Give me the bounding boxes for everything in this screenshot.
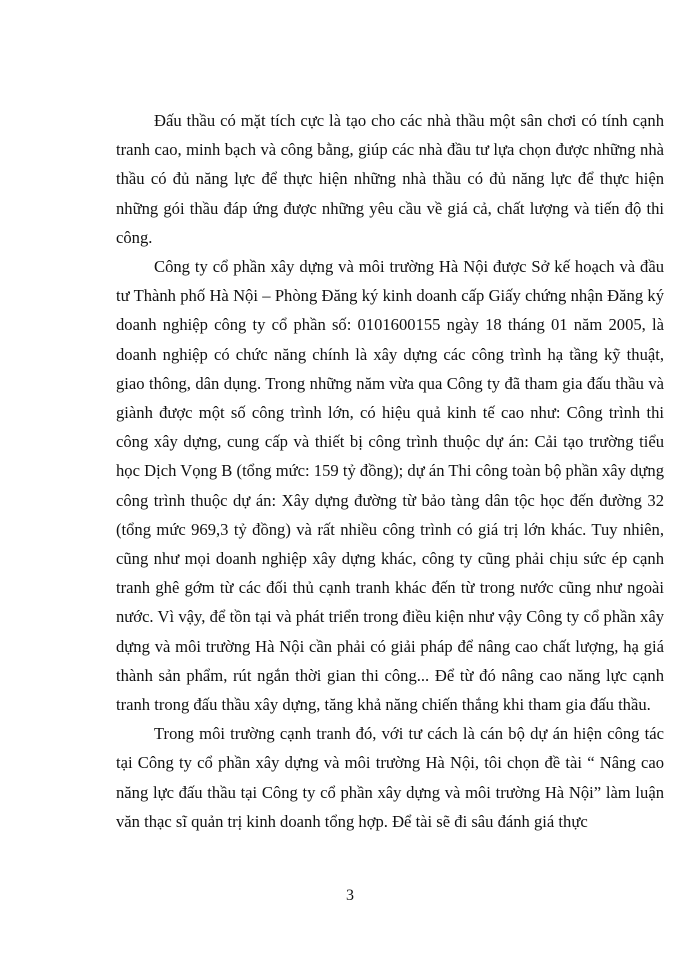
paragraph-company-overview: Công ty cổ phần xây dựng và môi trường Hà Nội được Sở kế hoạch và đầu tư Thành phố Hà Nội – Phòng Đăng ký kinh doanh cấp Giấy chứng nhận Đăng ký doanh nghiệp công ty cổ phần số: 0101600155 ngày 18 tháng 01 năm 2005, là doanh nghiệp có chức năng chính là xây dựng các công trình hạ tầng kỹ thuật, giao thông, dân dụng. Trong những năm vừa qua Công ty đã tham gia đấu thầu và giành được một số công trình lớn, có hiệu quả kinh tế cao như: Công trình thi công xây dựng, cung cấp và thiết bị công trình thuộc dự án: Cải tạo trường tiểu học Dịch Vọng B (tổng mức: 159 tỷ đồng); dự án Thi công toàn bộ phần xây dựng công trình thuộc dự án: Xây dựng đường từ bảo tàng dân tộc học đến đường 32 (tổng mức 969,3 tỷ đồng) và rất nhiều công trình có giá trị lớn khác. Tuy nhiên, cũng như mọi doanh nghiệp xây dựng khác, công ty cũng phải chịu sức ép cạnh tranh ghê gớm từ các đối thủ cạnh tranh khác đến từ trong nước cũng như ngoài nước. Vì vậy, để tồn tại và phát triển trong điều kiện như vậy Công ty cổ phần xây dựng và môi trường Hà Nội cần phải có giải pháp để nâng cao chất lượng, hạ giá thành sản phẩm, rút ngắn thời gian thi công... Để từ đó nâng cao năng lực cạnh tranh trong đấu thầu xây dựng, tăng khả năng chiến thắng khi tham gia đấu thầu.: [116, 257, 664, 715]
paragraph-thesis-topic: Trong môi trường cạnh tranh đó, với tư cách là cán bộ dự án hiện công tác tại Công ty cổ phần xây dựng và môi trường Hà Nội, tôi chọn đề tài “ Nâng cao năng lực đấu thầu tại Công ty cổ phần xây dựng và môi trường Hà Nội” làm luận văn thạc sĩ quản trị kinh doanh tổng hợp. Để tài sẽ đi sâu đánh giá thực: [116, 724, 664, 831]
body-text: [116, 106, 664, 836]
paragraph-bidding-benefits: Đấu thầu có mặt tích cực là tạo cho các nhà thầu một sân chơi có tính cạnh tranh cao, minh bạch và công bằng, giúp các nhà đầu tư lựa chọn được những nhà thầu có đủ năng lực để thực hiện những nhà thầu có đủ năng lực để thực hiện những gói thầu đáp ứng được những yêu cầu về giá cả, chất lượng và tiến độ thi công.: [116, 111, 664, 247]
page-number: 3: [346, 887, 354, 904]
